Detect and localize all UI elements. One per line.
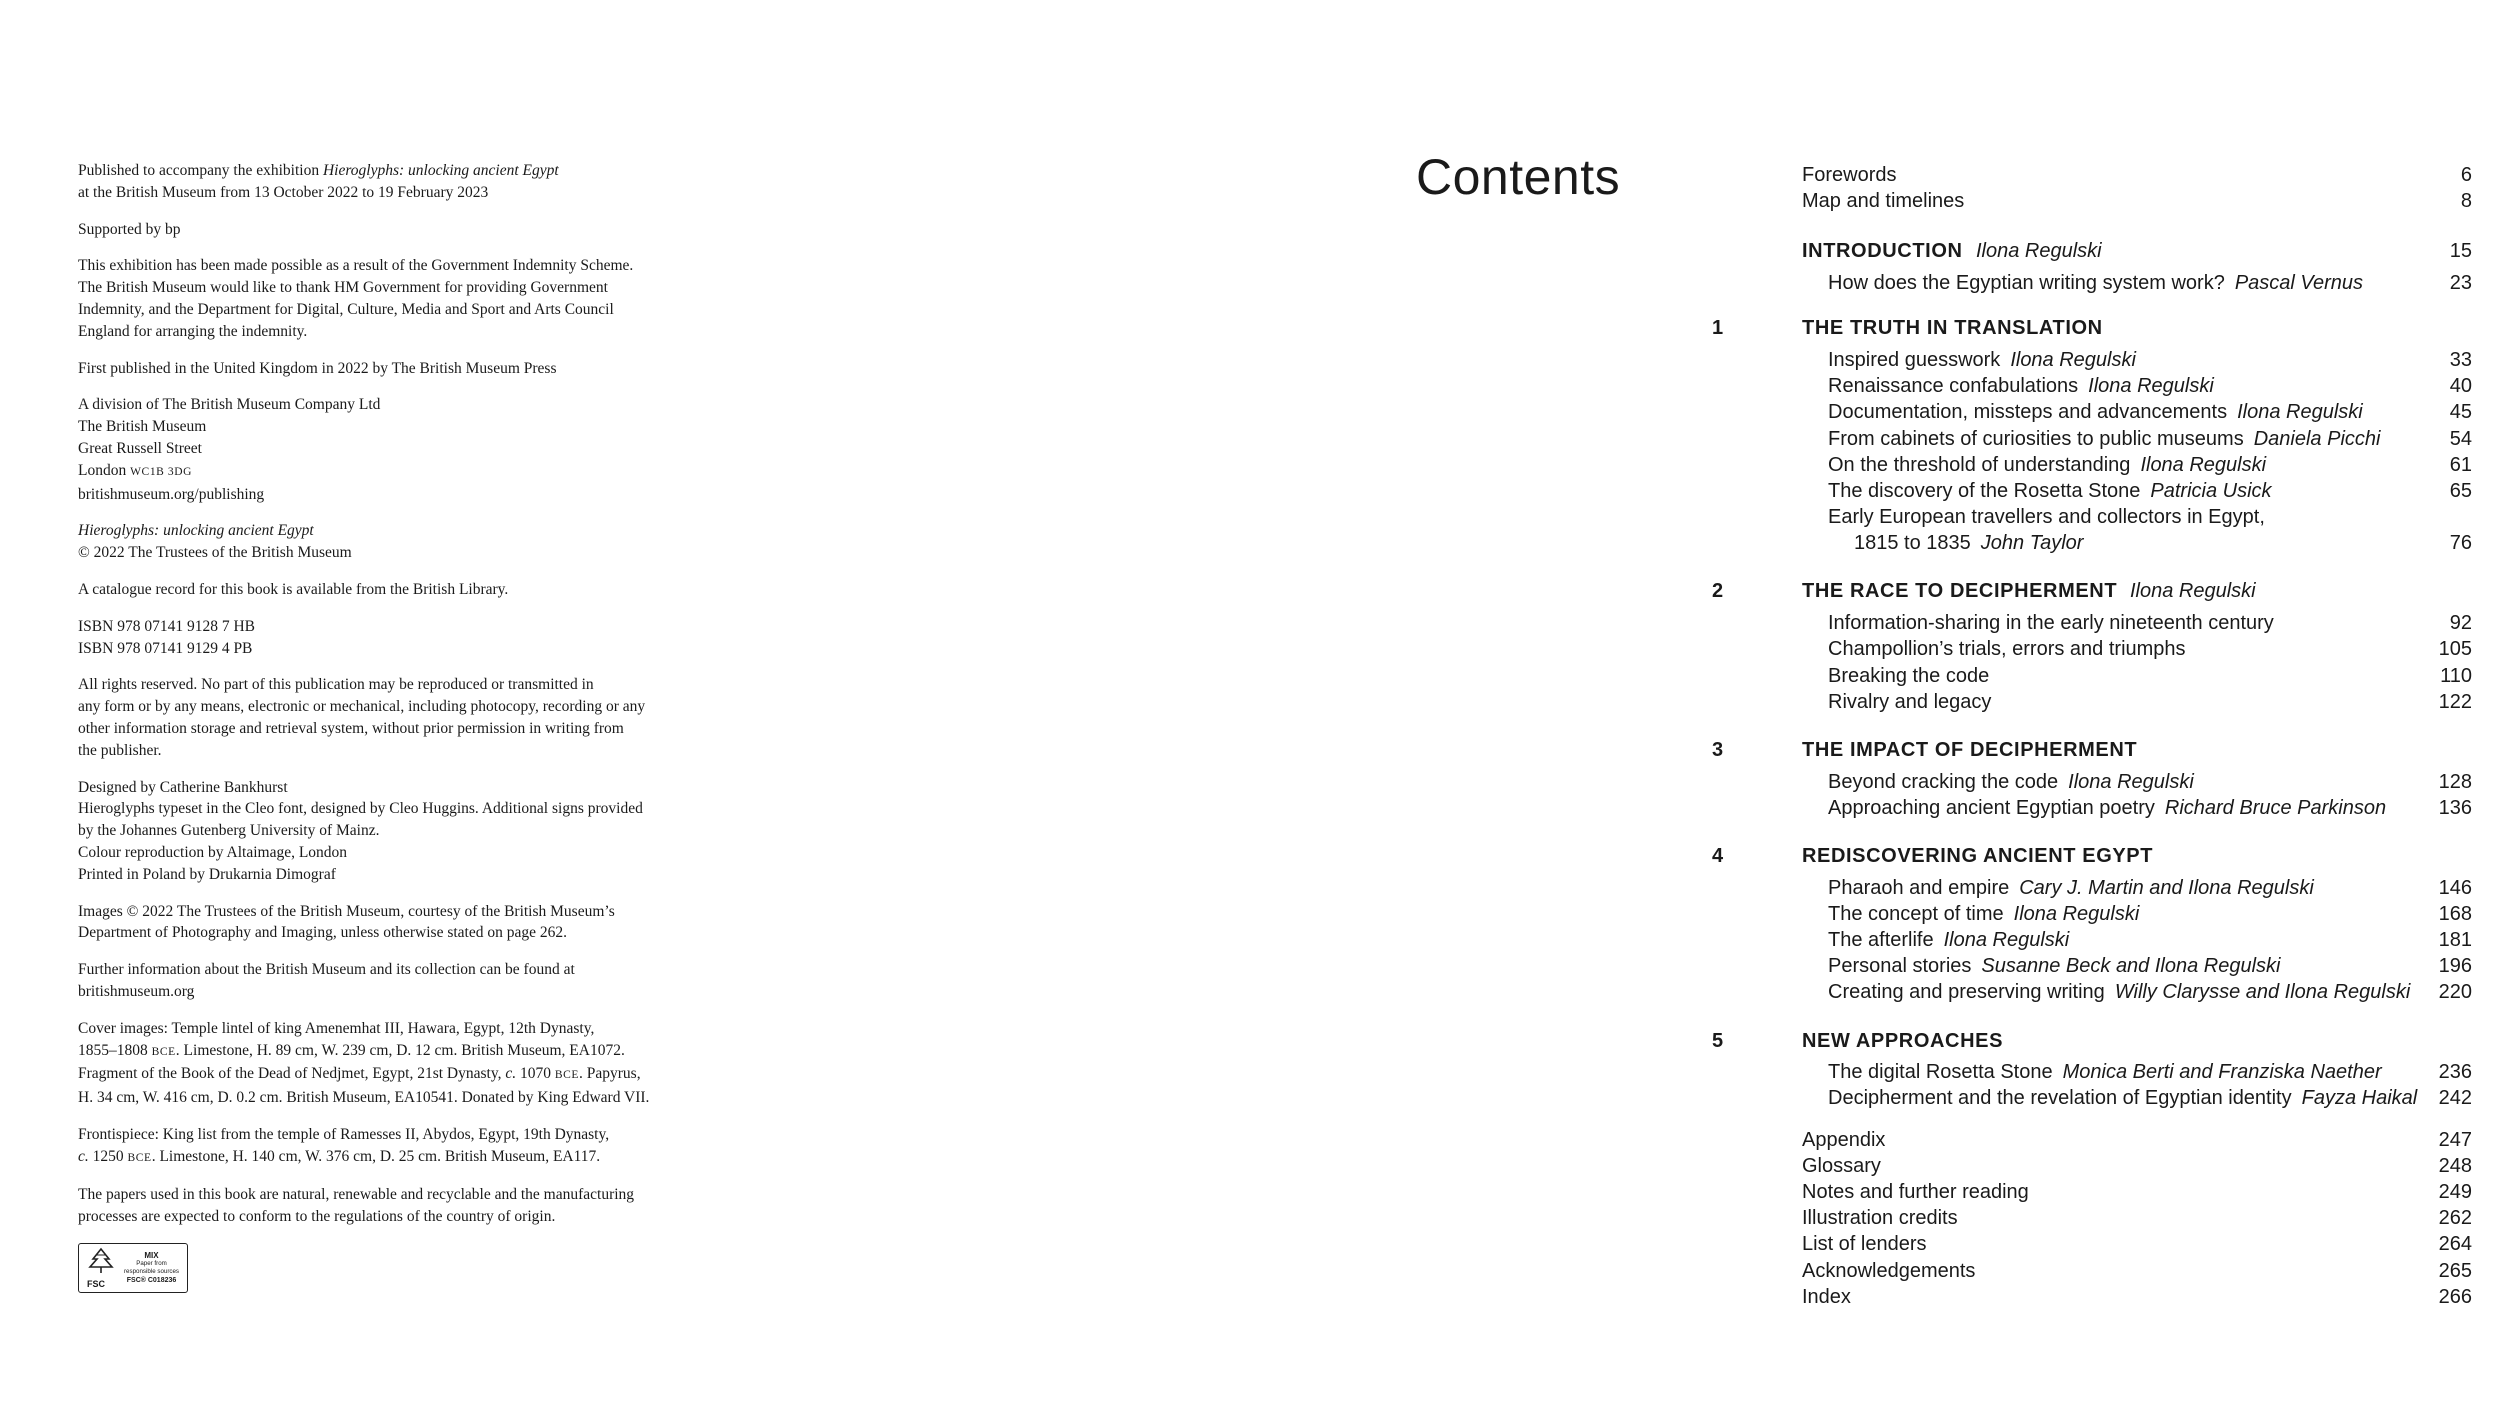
entry-author: Ilona Regulski bbox=[2140, 453, 2267, 476]
toc-entry bbox=[1712, 1153, 2472, 1179]
page-number: 249 bbox=[2438, 1181, 2472, 1203]
imprint-text-segment: The British Museum bbox=[78, 418, 207, 436]
imprint-line bbox=[78, 1087, 738, 1109]
entry-title: Glossary bbox=[1802, 1154, 1881, 1177]
entry-title: Personal stories Susanne Beck and Ilona Regulski bbox=[1828, 955, 2281, 978]
imprint-line bbox=[78, 740, 738, 762]
page-number: 236 bbox=[2438, 1061, 2472, 1084]
entry-title: Approaching ancient Egyptian poetry Richard Bruce Parkinson bbox=[1828, 796, 2387, 819]
entry-title: Beyond cracking the code Ilona Regulski bbox=[1828, 770, 2194, 793]
imprint-line bbox=[78, 219, 738, 241]
imprint-text-segment: Printed in Poland by Drukarnia Dimograf bbox=[78, 865, 336, 883]
entry-author: Ilona Regulski bbox=[2088, 375, 2214, 398]
entry-author: Ilona Regulski bbox=[2068, 770, 2194, 793]
imprint-text-segment: Frontispiece: King list from the temple of Ramesses II, Abydos, Egypt, 19th Dynasty, bbox=[78, 1125, 610, 1143]
imprint-line bbox=[78, 160, 738, 182]
toc-section bbox=[1712, 1127, 2472, 1310]
toc-entry bbox=[1712, 373, 2472, 399]
entry-title: Inspired guesswork Ilona Regulski bbox=[1828, 348, 2136, 371]
imprint-line bbox=[78, 820, 738, 842]
imprint-text-segment: other information storage and retrieval system, without prior permission in writing from bbox=[78, 719, 624, 737]
imprint-line bbox=[78, 542, 738, 564]
toc-entry bbox=[1712, 270, 2472, 296]
imprint-text-segment: ISBN 978 07141 9128 7 HB bbox=[78, 617, 255, 635]
toc-entry bbox=[1712, 689, 2472, 715]
imprint-line bbox=[78, 798, 738, 820]
entry-author: Fayza Haikal bbox=[2301, 1087, 2418, 1110]
imprint-line bbox=[78, 579, 738, 601]
imprint-paragraph bbox=[78, 959, 738, 1003]
imprint-text-segment: 1070 bbox=[516, 1065, 555, 1083]
page-number: 54 bbox=[2449, 427, 2472, 450]
entry-title: Documentation, missteps and advancements Ilona Regulski bbox=[1828, 401, 2363, 424]
fsc-code: FSC® C018236 bbox=[126, 1276, 177, 1284]
imprint-line bbox=[78, 460, 738, 484]
imprint-line bbox=[78, 394, 738, 416]
toc-entry bbox=[1712, 1179, 2472, 1205]
imprint-text-segment: Cover images: Temple lintel of king Amenemhat III, Hawara, Egypt, 12th Dynasty, bbox=[78, 1019, 595, 1037]
imprint-text-segment: the publisher. bbox=[78, 741, 162, 759]
toc-entry bbox=[1712, 426, 2472, 452]
toc-section bbox=[1712, 315, 2472, 556]
page-number: 265 bbox=[2438, 1259, 2472, 1282]
imprint-paragraph bbox=[78, 616, 738, 660]
toc-entry bbox=[1712, 1059, 2472, 1085]
imprint-text-segment: BCE bbox=[554, 1069, 580, 1082]
imprint-text-segment: Hieroglyphs: unlocking ancient Egypt bbox=[78, 522, 314, 540]
imprint-text-segment: England for arranging the indemnity. bbox=[78, 322, 308, 340]
entry-title: The afterlife Ilona Regulski bbox=[1828, 929, 2070, 951]
imprint-text-segment: britishmuseum.org/publishing bbox=[78, 485, 265, 503]
page-number: 196 bbox=[2438, 955, 2472, 978]
imprint-paragraph bbox=[78, 1018, 738, 1109]
imprint-text-segment: 1855–1808 bbox=[78, 1041, 152, 1059]
toc-heading bbox=[1712, 238, 2472, 264]
toc-entry bbox=[1712, 1284, 2472, 1310]
toc-entry bbox=[1712, 610, 2472, 636]
imprint-line bbox=[78, 438, 738, 460]
page-number: 6 bbox=[2460, 164, 2472, 186]
imprint-text-segment: Fragment of the Book of the Dead of Nedjmet, Egypt, 21st Dynasty, bbox=[78, 1065, 506, 1083]
imprint-paragraph bbox=[78, 1184, 738, 1228]
imprint-text-segment: First published in the United Kingdom in 2022 by The British Museum Press bbox=[78, 359, 557, 377]
imprint-text-segment: Indemnity, and the Department for Digital, Culture, Media and Sport and Arts Council bbox=[78, 300, 614, 318]
toc-entry bbox=[1712, 795, 2472, 821]
entry-author: Ilona Regulski bbox=[2010, 348, 2136, 371]
page-number: 128 bbox=[2438, 770, 2472, 793]
imprint-line bbox=[78, 255, 738, 277]
imprint-text-segment: London bbox=[78, 461, 131, 479]
imprint-line bbox=[78, 638, 738, 660]
imprint-text-segment: The papers used in this book are natural, renewable and recyclable and the manufacturing bbox=[78, 1186, 635, 1204]
fsc-text-1: Paper from bbox=[136, 1259, 167, 1267]
imprint-text-segment: BCE bbox=[151, 1045, 176, 1058]
page-number: 248 bbox=[2438, 1154, 2472, 1177]
imprint-line bbox=[78, 842, 738, 864]
imprint-text-segment: Hieroglyphs typeset in the Cleo font, designed by Cleo Huggins. Additional signs provided bbox=[78, 800, 643, 818]
toc-heading bbox=[1712, 578, 2472, 604]
page-number: 61 bbox=[2449, 453, 2472, 476]
imprint-text-segment: . Limestone, H. 89 cm, W. 239 cm, D. 12 cm. British Museum, EA1072. bbox=[175, 1041, 625, 1059]
imprint-text-segment: 1250 bbox=[88, 1147, 128, 1165]
page-number: 168 bbox=[2438, 902, 2472, 925]
imprint-text-segment: Great Russell Street bbox=[78, 439, 202, 457]
entry-author: Patricia Usick bbox=[2150, 479, 2272, 502]
page-number: 76 bbox=[2449, 532, 2472, 555]
entry-title: How does the Egyptian writing system work? Pascal Vernus bbox=[1828, 272, 2364, 295]
page-number: 105 bbox=[2438, 638, 2472, 661]
entry-author: Willy Clarysse and Ilona Regulski bbox=[2114, 981, 2411, 1004]
entry-author: Cary J. Martin and Ilona Regulski bbox=[2019, 876, 2314, 899]
entry-author: John Taylor bbox=[1980, 532, 2084, 555]
imprint-text-segment: processes are expected to conform to the regulations of the country of origin. bbox=[78, 1208, 556, 1226]
imprint-paragraph bbox=[78, 1124, 738, 1170]
imprint-text-segment: any form or by any means, electronic or mechanical, including photocopy, recording or any bbox=[78, 698, 646, 716]
page-number: 110 bbox=[2440, 664, 2472, 687]
imprint-text-segment: Designed by Catherine Bankhurst bbox=[78, 778, 288, 796]
imprint-text-segment: A division of The British Museum Company Ltd bbox=[78, 396, 381, 414]
imprint-line bbox=[78, 299, 738, 321]
imprint-paragraph bbox=[78, 674, 738, 761]
imprint-text-segment: . Limestone, H. 140 cm, W. 376 cm, D. 25 cm. British Museum, EA117. bbox=[151, 1147, 601, 1165]
chapter-number: 4 bbox=[1712, 844, 1724, 867]
imprint-paragraph bbox=[78, 219, 738, 241]
toc-entry bbox=[1712, 1127, 2472, 1153]
entry-title: Decipherment and the revelation of Egyptian identity Fayza Haikal bbox=[1828, 1087, 2418, 1110]
imprint-paragraph bbox=[78, 358, 738, 380]
entry-title: Appendix bbox=[1802, 1128, 1886, 1151]
toc-entry bbox=[1712, 347, 2472, 373]
entry-author: Ilona Regulski bbox=[2237, 401, 2363, 424]
fsc-text-2: responsible sources bbox=[124, 1267, 180, 1275]
toc-entry bbox=[1712, 162, 2472, 188]
page-number: 92 bbox=[2449, 612, 2472, 635]
toc-heading bbox=[1712, 315, 2472, 341]
imprint-paragraph bbox=[78, 777, 738, 886]
toc-section bbox=[1712, 843, 2472, 1006]
entry-title: Champollion’s trials, errors and triumphs bbox=[1828, 638, 2186, 661]
page-number: 45 bbox=[2449, 401, 2472, 424]
chapter-title: INTRODUCTION bbox=[1802, 240, 1963, 263]
imprint-text-segment: Hieroglyphs: unlocking ancient Egypt bbox=[322, 162, 559, 179]
imprint-text-segment: at the British Museum from 13 October 2022 to 19 February 2023 bbox=[78, 183, 489, 201]
page-number: 146 bbox=[2438, 876, 2472, 899]
chapter-number: 1 bbox=[1712, 317, 1724, 340]
imprint-text-segment: This exhibition has been made possible as a result of the Government Indemnity Scheme. bbox=[78, 257, 634, 275]
imprint-line bbox=[78, 321, 738, 343]
toc-entry bbox=[1712, 1258, 2472, 1284]
imprint-text-segment: c. bbox=[78, 1147, 89, 1165]
toc-entry bbox=[1712, 927, 2472, 953]
imprint-text-segment: Supported by bp bbox=[78, 220, 181, 238]
imprint-line bbox=[78, 1206, 738, 1228]
entry-author: Monica Berti and Franziska Naether bbox=[2062, 1061, 2382, 1084]
entry-title: Forewords bbox=[1802, 164, 1897, 186]
entry-title: List of lenders bbox=[1802, 1233, 1927, 1256]
imprint-text-segment: Department of Photography and Imaging, unless otherwise stated on page 262. bbox=[78, 924, 567, 942]
imprint-text-segment: c. bbox=[505, 1065, 517, 1083]
chapter-title: THE RACE TO DECIPHERMENT bbox=[1802, 580, 2118, 603]
fsc-logo bbox=[78, 1243, 188, 1293]
entry-title: 1815 to 1835 John Taylor bbox=[1854, 532, 2084, 555]
imprint-line bbox=[78, 616, 738, 638]
entry-author: Richard Bruce Parkinson bbox=[2164, 796, 2387, 819]
toc-entry bbox=[1712, 901, 2472, 927]
fsc-tree-icon bbox=[84, 1247, 118, 1289]
entry-title: Breaking the code bbox=[1828, 664, 1990, 687]
copyright-page bbox=[78, 160, 738, 1293]
imprint-text-segment: All rights reserved. No part of this publication may be reproduced or transmitted in bbox=[78, 676, 594, 694]
imprint-paragraph bbox=[78, 160, 738, 204]
entry-author: Susanne Beck and Ilona Regulski bbox=[1981, 955, 2281, 978]
imprint-line bbox=[78, 358, 738, 380]
toc-entry bbox=[1712, 530, 2472, 556]
chapter-number: 5 bbox=[1712, 1029, 1724, 1052]
imprint-text-segment: The British Museum would like to thank HM Government for providing Government bbox=[78, 279, 608, 297]
imprint-text-segment: Further information about the British Museum and its collection can be found at bbox=[78, 961, 575, 979]
imprint-text-segment: WC1B 3DG bbox=[130, 465, 193, 478]
page-number: 40 bbox=[2449, 375, 2472, 398]
page-number: 266 bbox=[2438, 1285, 2472, 1308]
imprint-line bbox=[78, 777, 738, 799]
entry-title: Early European travellers and collectors in Egypt, bbox=[1828, 506, 2265, 529]
toc-section bbox=[1712, 238, 2472, 296]
entry-title: Rivalry and legacy bbox=[1828, 690, 1992, 713]
table-of-contents bbox=[1712, 162, 2472, 1310]
imprint-text-segment: ISBN 978 07141 9129 4 PB bbox=[78, 639, 253, 657]
imprint-text-segment: britishmuseum.org bbox=[78, 982, 195, 1000]
imprint-text-segment: Published to accompany the exhibition bbox=[78, 162, 323, 179]
imprint-text-segment: © 2022 The Trustees of the British Museum bbox=[78, 544, 352, 562]
toc-section bbox=[1712, 737, 2472, 821]
toc-entry bbox=[1712, 875, 2472, 901]
imprint-line bbox=[78, 520, 738, 542]
chapter-author: Ilona Regulski bbox=[2130, 580, 2256, 603]
toc-entry bbox=[1712, 636, 2472, 662]
chapter-number: 2 bbox=[1712, 580, 1724, 603]
toc-section bbox=[1712, 1028, 2472, 1112]
page-number: 264 bbox=[2438, 1233, 2472, 1256]
imprint-line bbox=[78, 696, 738, 718]
imprint-line bbox=[78, 674, 738, 696]
toc-entry bbox=[1712, 769, 2472, 795]
entry-author: Ilona Regulski bbox=[2013, 902, 2140, 925]
imprint-text-segment: A catalogue record for this book is available from the British Library. bbox=[78, 580, 509, 598]
imprint-line bbox=[78, 1018, 738, 1040]
toc-entry bbox=[1712, 452, 2472, 478]
imprint-paragraph bbox=[78, 394, 738, 505]
entry-author: Pascal Vernus bbox=[2234, 272, 2364, 295]
imprint-text-segment: Colour reproduction by Altaimage, London bbox=[78, 843, 348, 861]
imprint-paragraph bbox=[78, 520, 738, 564]
toc-entry bbox=[1712, 1085, 2472, 1111]
chapter-title: THE TRUTH IN TRANSLATION bbox=[1802, 317, 2103, 340]
entry-title: Acknowledgements bbox=[1802, 1259, 1976, 1282]
toc-section bbox=[1712, 578, 2472, 714]
page-number: 23 bbox=[2449, 272, 2472, 295]
contents-title: Contents bbox=[1416, 149, 1621, 205]
toc-entry bbox=[1712, 1231, 2472, 1257]
imprint-line bbox=[78, 182, 738, 204]
page-number: 247 bbox=[2438, 1128, 2472, 1151]
page-number: 33 bbox=[2449, 348, 2472, 371]
fsc-label bbox=[124, 1252, 179, 1285]
entry-title: The digital Rosetta Stone Monica Berti and Franziska Naether bbox=[1828, 1061, 2382, 1084]
imprint-line bbox=[78, 1063, 738, 1087]
page-number: 181 bbox=[2438, 929, 2472, 951]
toc-heading bbox=[1712, 1028, 2472, 1054]
entry-title: From cabinets of curiosities to public museums Daniela Picchi bbox=[1828, 427, 2381, 450]
imprint-text-segment: H. 34 cm, W. 416 cm, D. 0.2 cm. British Museum, EA10541. Donated by King Edward VII. bbox=[78, 1089, 650, 1107]
chapter-title: THE IMPACT OF DECIPHERMENT bbox=[1802, 738, 2138, 761]
toc-heading bbox=[1712, 843, 2472, 869]
page-number: 242 bbox=[2438, 1087, 2472, 1110]
imprint-text bbox=[78, 160, 738, 1228]
chapter-author: Ilona Regulski bbox=[1976, 240, 2102, 263]
imprint-text-segment: by the Johannes Gutenberg University of Mainz. bbox=[78, 822, 380, 840]
entry-title: The discovery of the Rosetta Stone Patricia Usick bbox=[1828, 479, 2272, 502]
imprint-line bbox=[78, 922, 738, 944]
imprint-line bbox=[78, 1184, 738, 1206]
entry-title: Illustration credits bbox=[1802, 1207, 1958, 1230]
toc-entry bbox=[1712, 478, 2472, 504]
page-number: 15 bbox=[2449, 240, 2472, 263]
toc-entry bbox=[1712, 504, 2472, 530]
toc-entry bbox=[1712, 663, 2472, 689]
chapter-number: 3 bbox=[1712, 738, 1724, 761]
toc-entry bbox=[1712, 953, 2472, 979]
imprint-line bbox=[78, 1146, 738, 1170]
imprint-text-segment: . Papyrus, bbox=[579, 1065, 641, 1083]
imprint-line bbox=[78, 277, 738, 299]
toc-section bbox=[1712, 162, 2472, 214]
chapter-title: REDISCOVERING ANCIENT EGYPT bbox=[1802, 844, 2154, 867]
entry-title: Map and timelines bbox=[1802, 190, 1965, 213]
imprint-line bbox=[78, 864, 738, 886]
fsc-brand: FSC bbox=[87, 1279, 105, 1290]
entry-title: Pharaoh and empire Cary J. Martin and Ilona Regulski bbox=[1828, 876, 2314, 899]
imprint-line bbox=[78, 718, 738, 740]
imprint-paragraph bbox=[78, 901, 738, 945]
toc-entry bbox=[1712, 979, 2472, 1005]
imprint-line bbox=[78, 1040, 738, 1064]
entry-title: Index bbox=[1802, 1285, 1851, 1308]
entry-title: The concept of time Ilona Regulski bbox=[1828, 902, 2140, 925]
imprint-line bbox=[78, 901, 738, 923]
page-number: 8 bbox=[2460, 190, 2472, 213]
imprint-paragraph bbox=[78, 579, 738, 601]
toc-entry bbox=[1712, 188, 2472, 214]
entry-title: Information-sharing in the early nineteenth century bbox=[1828, 612, 2274, 635]
imprint-text-segment: BCE bbox=[127, 1151, 152, 1164]
imprint-line bbox=[78, 416, 738, 438]
page-number: 122 bbox=[2438, 690, 2472, 713]
entry-author: Ilona Regulski bbox=[1943, 929, 2070, 951]
entry-title: On the threshold of understanding Ilona Regulski bbox=[1828, 453, 2267, 476]
entry-author: Daniela Picchi bbox=[2253, 427, 2381, 450]
imprint-text-segment: Images © 2022 The Trustees of the British Museum, courtesy of the British Museum’s bbox=[78, 902, 615, 920]
toc-entry bbox=[1712, 399, 2472, 425]
page-number: 136 bbox=[2438, 796, 2472, 819]
toc-entry bbox=[1712, 1205, 2472, 1231]
entry-title: Renaissance confabulations Ilona Regulski bbox=[1828, 375, 2214, 398]
imprint-line bbox=[78, 484, 738, 506]
toc-heading bbox=[1712, 737, 2472, 763]
imprint-line bbox=[78, 981, 738, 1003]
page-number: 220 bbox=[2438, 981, 2472, 1004]
page-number: 65 bbox=[2449, 479, 2472, 502]
chapter-title: NEW APPROACHES bbox=[1802, 1029, 2004, 1052]
imprint-line bbox=[78, 1124, 738, 1146]
imprint-line bbox=[78, 959, 738, 981]
fsc-mix: MIX bbox=[144, 1250, 159, 1260]
entry-title: Creating and preserving writing Willy Clarysse and Ilona Regulski bbox=[1828, 981, 2411, 1004]
entry-title: Notes and further reading bbox=[1802, 1181, 2029, 1203]
page-number: 262 bbox=[2438, 1207, 2472, 1230]
imprint-paragraph bbox=[78, 255, 738, 342]
